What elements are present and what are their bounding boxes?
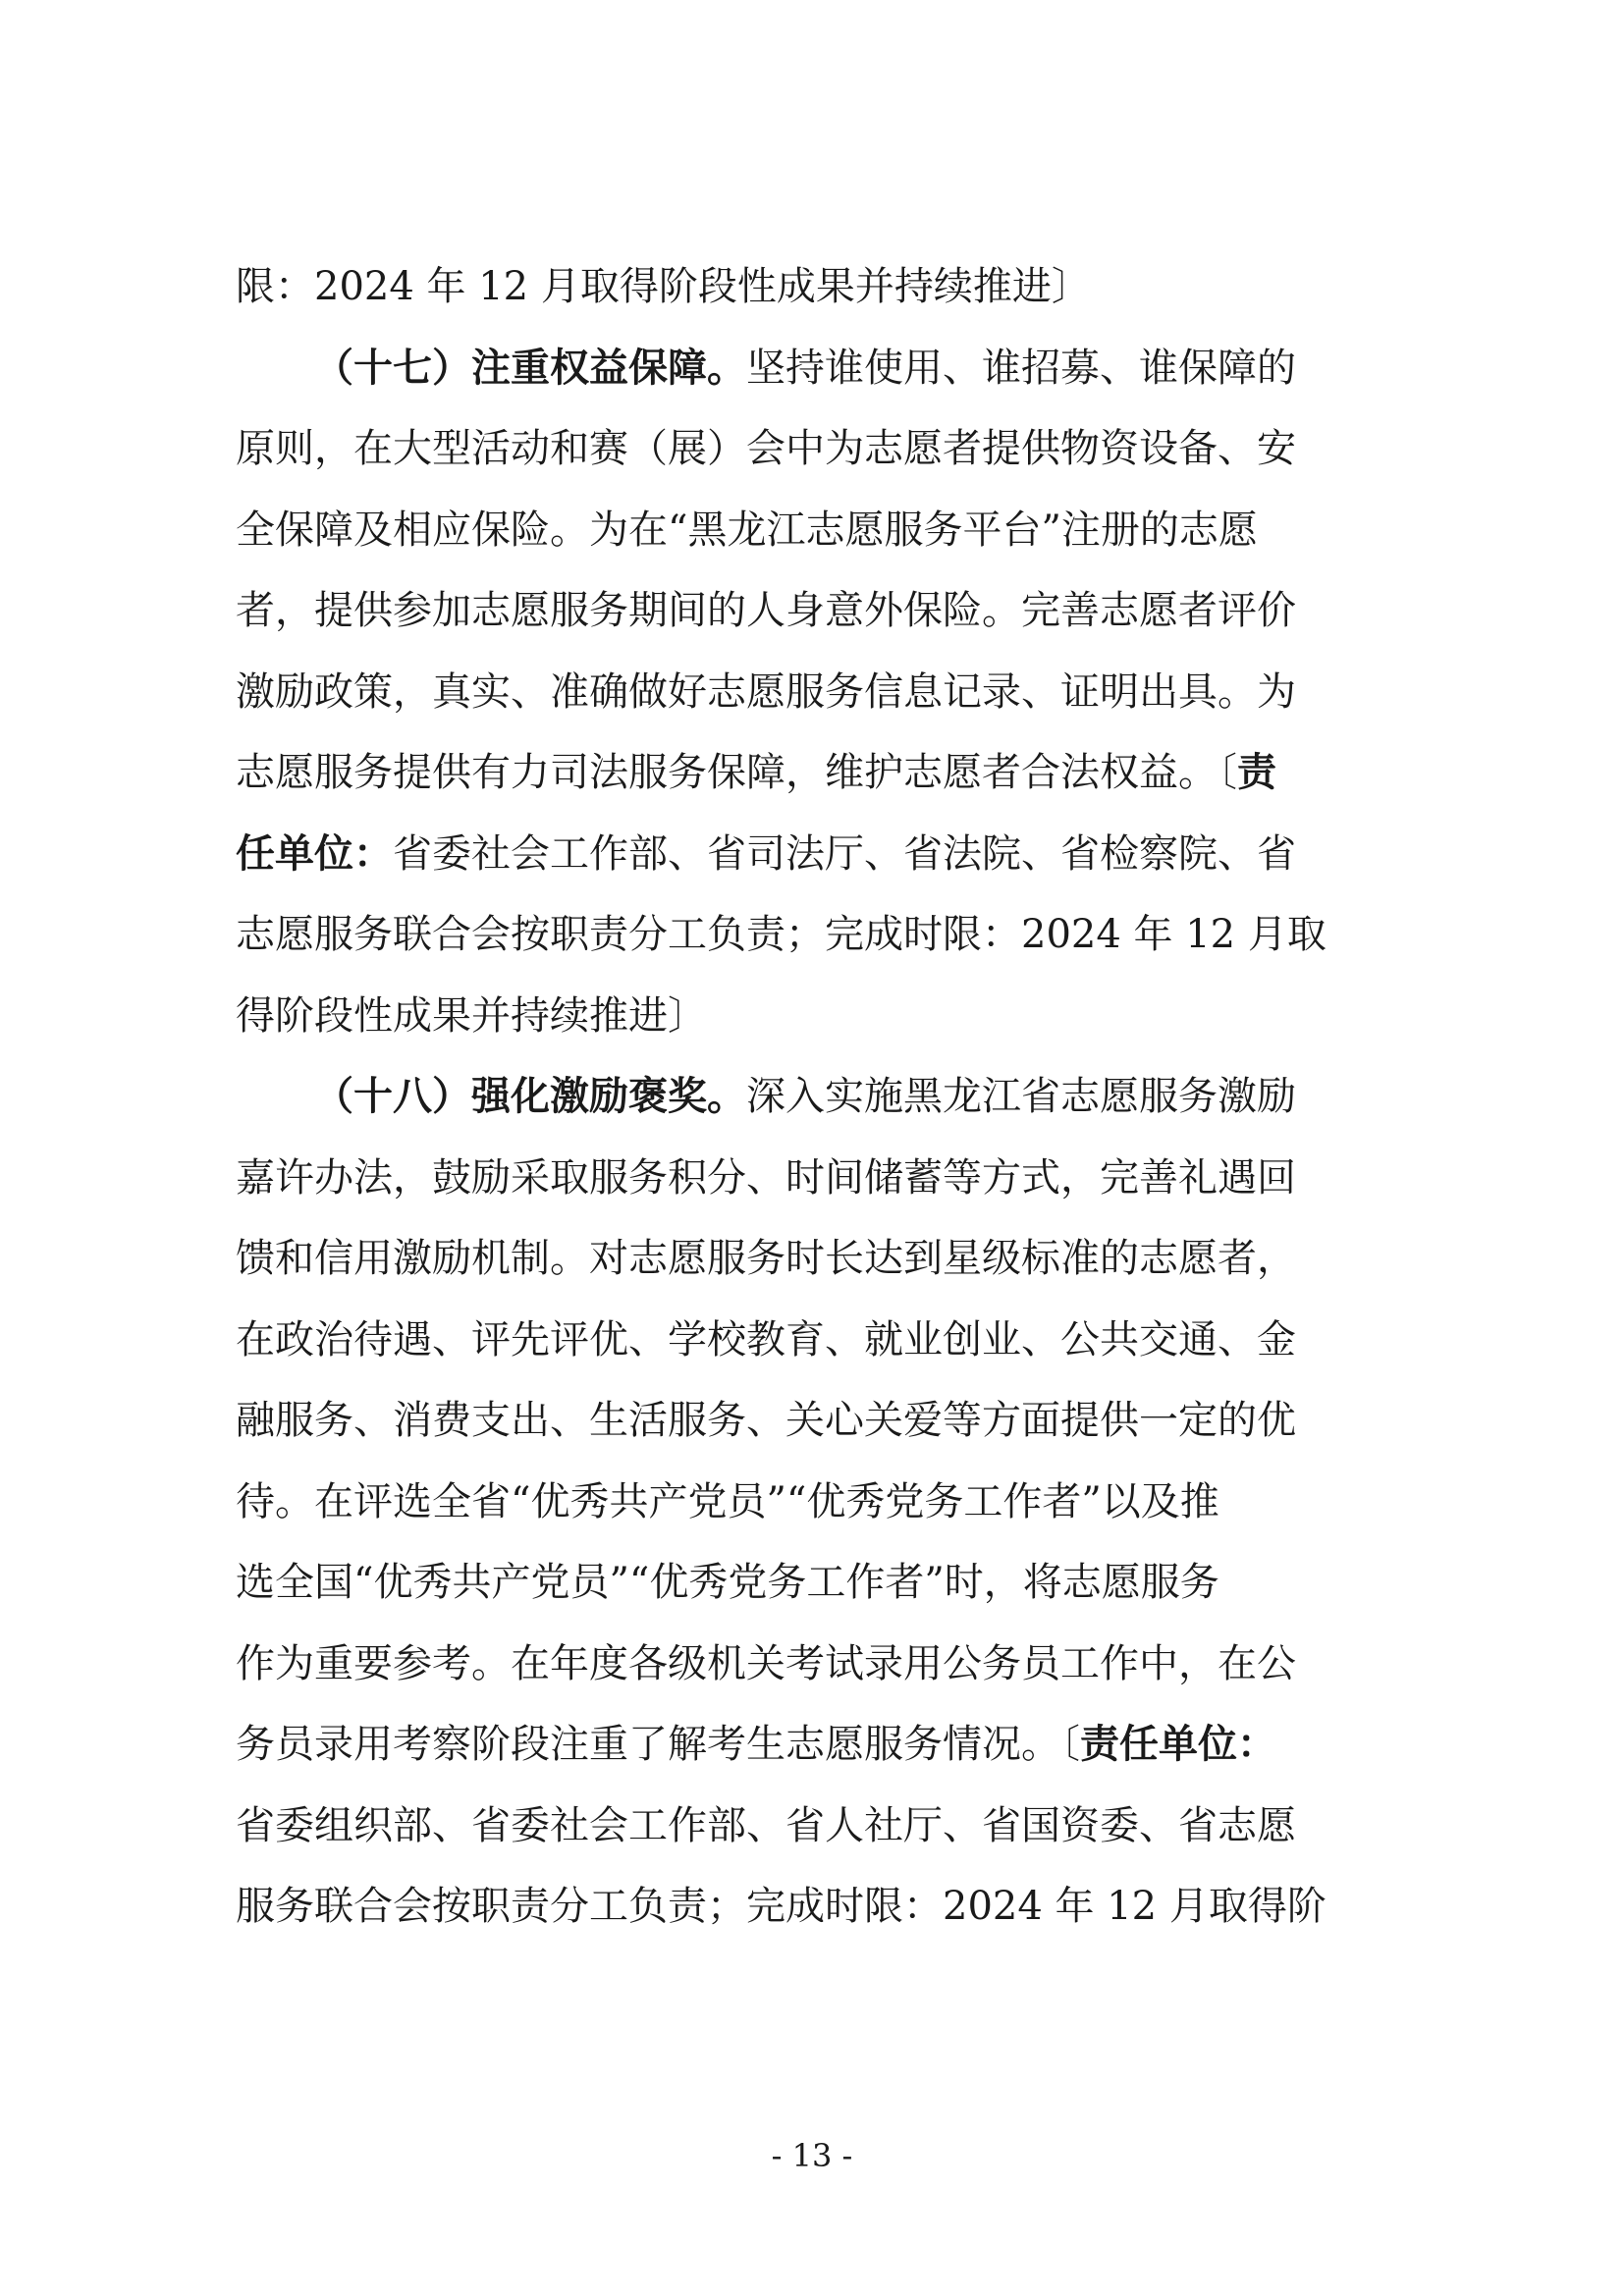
text-segment: 务员录用考察阶段注重了解考生志愿服务情况。〔 xyxy=(236,1722,1080,1767)
bold-text: 责任单位： xyxy=(1080,1721,1276,1767)
text-segment: 坚持谁使用、谁招募、谁保障的 xyxy=(746,345,1296,391)
text-segment: 服务联合会按职责分工负责；完成时限：2024 年 12 月取得阶 xyxy=(236,1884,1326,1929)
text-segment: 在政治待遇、评先评优、学校教育、就业创业、公共交通、金 xyxy=(236,1316,1296,1362)
text-segment: 融服务、消费支出、生活服务、关心关爱等方面提供一定的优 xyxy=(236,1398,1296,1443)
text-line xyxy=(236,1796,1394,1855)
text-segment: 选全国“优秀共产党员”“优秀党务工作者”时，将志愿服务 xyxy=(236,1560,1219,1605)
text-line xyxy=(236,1148,1394,1207)
text-segment: 志愿服务提供有力司法服务保障，维护志愿者合法权益。〔 xyxy=(236,750,1237,795)
bold-text: （十八）强化激励褒奖。 xyxy=(314,1073,746,1119)
text-segment: 省委组织部、省委社会工作部、省人社厅、省国资委、省志愿 xyxy=(236,1802,1296,1848)
text-segment: 得阶段性成果并持续推进〕 xyxy=(236,992,707,1039)
page-number: - 13 - xyxy=(771,2137,853,2174)
bold-text: 任单位： xyxy=(236,829,393,877)
text-line xyxy=(314,1067,1394,1126)
bold-text: （十七）注重权益保障。 xyxy=(314,344,746,391)
text-segment: 馈和信用激励机制。对志愿服务时长达到星级标准的志愿者， xyxy=(236,1236,1296,1281)
text-segment: 深入实施黑龙江省志愿服务激励 xyxy=(746,1074,1296,1119)
text-segment: 嘉许办法，鼓励采取服务积分、时间储蓄等方式，完善礼遇回 xyxy=(236,1154,1296,1201)
text-line xyxy=(236,1229,1394,1288)
text-segment: 者，提供参加志愿服务期间的人身意外保险。完善志愿者评价 xyxy=(236,588,1296,633)
text-segment: 限：2024 年 12 月取得阶段性成果并持续推进〕 xyxy=(236,264,1091,309)
text-line xyxy=(236,419,1394,478)
text-segment: 省委社会工作部、省司法厅、省法院、省检察院、省 xyxy=(393,830,1296,877)
text-line xyxy=(236,501,1394,560)
text-line xyxy=(236,1391,1394,1450)
text-segment: 激励政策，真实、准确做好志愿服务信息记录、证明出具。为 xyxy=(236,668,1296,715)
text-segment: 待。在评选全省“优秀共产党员”“优秀党务工作者”以及推 xyxy=(236,1478,1219,1524)
text-line xyxy=(236,1715,1394,1774)
text-line xyxy=(236,1553,1394,1612)
text-line xyxy=(236,905,1394,964)
text-line xyxy=(236,1634,1394,1693)
text-line xyxy=(236,1877,1394,1936)
bold-text: 责 xyxy=(1237,749,1276,795)
text-segment: 作为重要参考。在年度各级机关考试录用公务员工作中，在公 xyxy=(236,1640,1296,1686)
text-line xyxy=(236,1310,1394,1369)
text-line xyxy=(236,581,1394,640)
text-line xyxy=(236,663,1394,721)
text-segment: 全保障及相应保险。为在“黑龙江志愿服务平台”注册的志愿 xyxy=(236,507,1258,553)
text-line xyxy=(236,987,1394,1045)
text-line xyxy=(314,339,1394,398)
text-line xyxy=(236,825,1394,883)
text-line xyxy=(236,743,1394,802)
text-line xyxy=(236,1472,1394,1531)
text-segment: 志愿服务联合会按职责分工负责；完成时限：2024 年 12 月取 xyxy=(236,912,1326,957)
text-segment: 原则，在大型活动和赛（展）会中为志愿者提供物资设备、安 xyxy=(236,426,1296,471)
text-line xyxy=(236,257,1394,316)
